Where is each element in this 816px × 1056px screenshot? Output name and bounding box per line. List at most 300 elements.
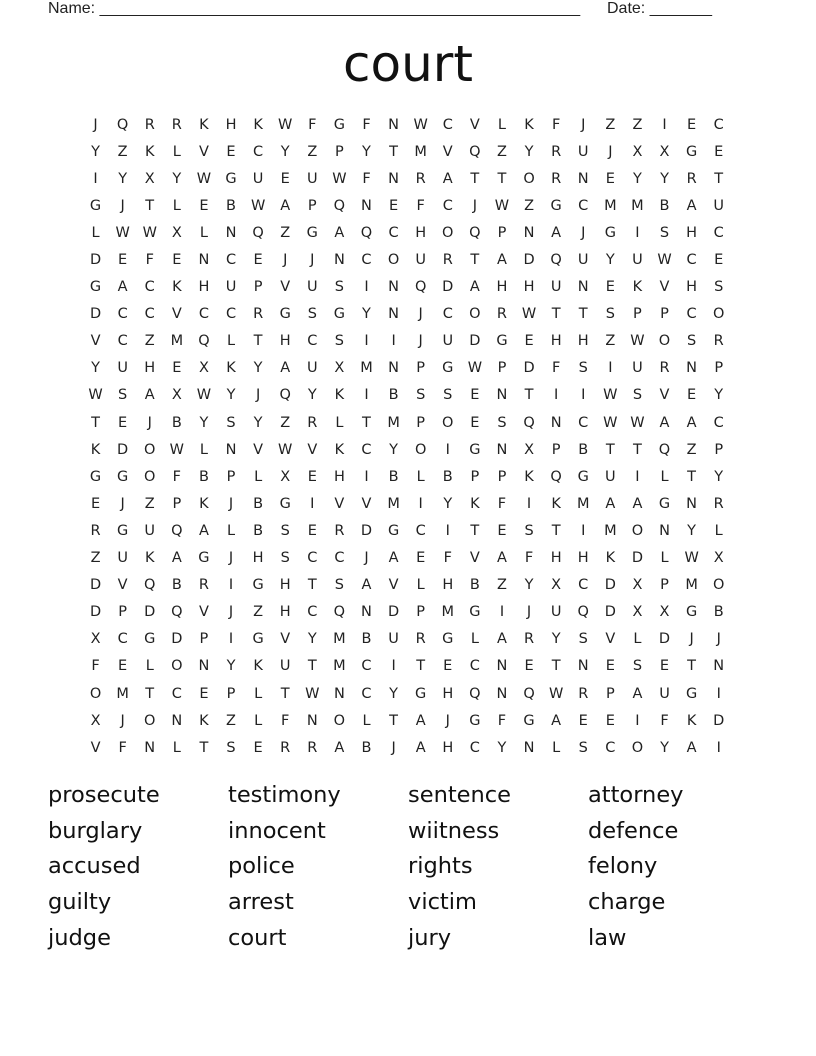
grid-letter: V bbox=[280, 631, 291, 648]
grid-letter: C bbox=[307, 604, 318, 621]
grid-letter: A bbox=[659, 414, 670, 431]
grid-letter: Y bbox=[389, 685, 398, 702]
grid-letter: H bbox=[442, 739, 454, 756]
grid-letter: V bbox=[388, 577, 399, 594]
grid-letter: S bbox=[307, 306, 317, 323]
grid-letter: Q bbox=[469, 224, 481, 241]
grid-letter: F bbox=[362, 116, 371, 133]
grid-letter: J bbox=[581, 116, 586, 133]
grid-letter: Y bbox=[91, 143, 100, 160]
grid-letter: W bbox=[169, 441, 184, 458]
grid-letter: S bbox=[226, 739, 236, 756]
grid-letter: N bbox=[171, 712, 183, 729]
grid-letter: Z bbox=[496, 143, 507, 160]
word-list-item: wiitness bbox=[408, 817, 500, 844]
grid-letter: W bbox=[250, 197, 266, 214]
grid-letter: O bbox=[442, 224, 454, 241]
grid-letter: I bbox=[445, 522, 450, 539]
word-list-item: victim bbox=[408, 889, 477, 916]
grid-letter: L bbox=[416, 468, 425, 485]
grid-letter: Q bbox=[333, 197, 346, 214]
word-list-item: police bbox=[228, 853, 295, 880]
grid-letter: K bbox=[90, 441, 101, 458]
grid-letter: K bbox=[334, 441, 345, 458]
grid-letter: Z bbox=[524, 197, 535, 214]
grid-letter: U bbox=[442, 333, 454, 350]
grid-letter: T bbox=[497, 170, 507, 187]
grid-letter: J bbox=[228, 495, 234, 512]
grid-letter: R bbox=[415, 170, 426, 187]
grid-letter: E bbox=[605, 712, 615, 729]
grid-letter: W bbox=[413, 116, 428, 133]
grid-letter: I bbox=[716, 685, 721, 702]
grid-letter: R bbox=[253, 306, 264, 323]
grid-letter: T bbox=[524, 387, 534, 404]
grid-letter: Y bbox=[118, 170, 128, 187]
grid-letter: L bbox=[172, 143, 181, 160]
grid-letter: J bbox=[716, 631, 721, 648]
grid-letter: C bbox=[442, 116, 453, 133]
grid-letter: U bbox=[550, 279, 562, 296]
grid-letter: P bbox=[307, 197, 317, 214]
grid-letter: M bbox=[170, 333, 184, 350]
grid-letter: S bbox=[118, 387, 128, 404]
grid-letter: Q bbox=[171, 604, 183, 621]
grid-letter: S bbox=[578, 631, 588, 648]
grid-letter: C bbox=[605, 739, 616, 756]
grid-letter: H bbox=[442, 577, 454, 594]
grid-letter: Q bbox=[279, 387, 291, 404]
grid-letter: V bbox=[605, 631, 616, 648]
grid-letter: F bbox=[281, 712, 290, 729]
grid-letter: W bbox=[278, 441, 293, 458]
grid-letter: G bbox=[469, 441, 481, 458]
grid-letter: J bbox=[391, 739, 396, 756]
grid-letter: G bbox=[415, 685, 427, 702]
grid-letter: P bbox=[551, 441, 561, 458]
grid-letter: G bbox=[198, 550, 210, 567]
grid-letter: N bbox=[550, 414, 562, 431]
grid-letter: X bbox=[334, 360, 345, 377]
grid-letter: L bbox=[172, 197, 181, 214]
word-list-item: sentence bbox=[408, 782, 511, 808]
grid-letter: P bbox=[118, 604, 128, 621]
grid-letter: A bbox=[415, 739, 426, 756]
grid-letter: H bbox=[198, 279, 210, 296]
grid-letter: Y bbox=[362, 306, 371, 323]
grid-letter: L bbox=[172, 739, 181, 756]
grid-letter: L bbox=[660, 550, 669, 567]
grid-letter: O bbox=[442, 414, 454, 431]
grid-letter: Z bbox=[686, 441, 697, 458]
grid-letter: V bbox=[307, 441, 318, 458]
grid-letter: Y bbox=[362, 143, 371, 160]
word-list-item: felony bbox=[588, 853, 658, 880]
grid-letter: H bbox=[225, 116, 237, 133]
grid-letter: Q bbox=[523, 414, 535, 431]
grid-letter: S bbox=[632, 387, 643, 404]
grid-letter: C bbox=[307, 333, 318, 350]
grid-letter: D bbox=[89, 577, 102, 594]
word-list-item: attorney bbox=[588, 782, 684, 808]
grid-letter: C bbox=[253, 143, 264, 160]
grid-letter: N bbox=[333, 685, 345, 702]
grid-letter: N bbox=[577, 170, 589, 187]
grid-letter: D bbox=[360, 522, 373, 539]
grid-letter: A bbox=[605, 495, 616, 512]
grid-letter: Y bbox=[307, 387, 317, 404]
grid-letter: C bbox=[117, 306, 128, 323]
grid-letter: N bbox=[361, 604, 372, 621]
word-list-item: rights bbox=[408, 853, 473, 880]
grid-letter: S bbox=[687, 333, 697, 350]
grid-letter: F bbox=[551, 116, 561, 133]
grid-letter: A bbox=[388, 550, 399, 567]
grid-letter: G bbox=[658, 495, 671, 512]
grid-letter: N bbox=[198, 252, 210, 269]
grid-letter: J bbox=[418, 306, 423, 323]
grid-letter: T bbox=[551, 658, 561, 675]
grid-letter: S bbox=[443, 387, 453, 404]
grid-letter: A bbox=[686, 739, 697, 756]
grid-letter: Y bbox=[632, 170, 642, 187]
word-list bbox=[48, 778, 788, 956]
grid-letter: E bbox=[199, 197, 209, 214]
grid-letter: M bbox=[441, 604, 455, 621]
grid-letter: T bbox=[687, 658, 697, 675]
grid-letter: G bbox=[252, 577, 264, 594]
grid-letter: H bbox=[415, 224, 427, 241]
grid-letter: E bbox=[118, 658, 128, 675]
grid-letter: E bbox=[605, 170, 615, 187]
grid-letter: J bbox=[120, 197, 125, 214]
grid-letter: V bbox=[90, 333, 101, 350]
header-fields bbox=[48, 0, 768, 21]
grid-letter: U bbox=[632, 252, 643, 269]
grid-letter: Q bbox=[523, 685, 535, 702]
grid-letter: T bbox=[307, 658, 317, 675]
grid-letter: L bbox=[226, 522, 236, 539]
grid-letter: C bbox=[144, 306, 155, 323]
grid-letter: E bbox=[605, 279, 615, 296]
grid-letter: E bbox=[253, 739, 263, 756]
grid-letter: V bbox=[253, 441, 264, 458]
grid-letter: F bbox=[497, 495, 507, 512]
grid-letter: W bbox=[142, 224, 157, 241]
grid-letter: U bbox=[225, 279, 237, 296]
grid-letter: R bbox=[415, 631, 426, 648]
grid-letter: N bbox=[713, 658, 725, 675]
grid-letter: C bbox=[713, 116, 724, 133]
grid-letter: K bbox=[172, 279, 182, 296]
grid-letter: Y bbox=[551, 631, 561, 648]
grid-letter: M bbox=[387, 495, 400, 512]
grid-letter: K bbox=[144, 550, 155, 567]
grid-letter: G bbox=[442, 631, 454, 648]
grid-letter: J bbox=[283, 252, 288, 269]
grid-letter: T bbox=[551, 306, 561, 323]
grid-letter: W bbox=[603, 414, 618, 431]
grid-letter: P bbox=[226, 468, 236, 485]
grid-letter: T bbox=[389, 143, 398, 160]
grid-letter: E bbox=[253, 252, 263, 269]
grid-letter: P bbox=[335, 143, 344, 160]
grid-letter: C bbox=[442, 306, 453, 323]
grid-letter: K bbox=[253, 116, 263, 133]
grid-letter: R bbox=[713, 495, 724, 512]
grid-letter: R bbox=[713, 333, 724, 350]
grid-letter: I bbox=[635, 712, 640, 729]
grid-letter: O bbox=[523, 170, 535, 187]
grid-letter: G bbox=[442, 360, 454, 377]
grid-letter: E bbox=[687, 387, 697, 404]
word-list-item: judge bbox=[48, 924, 111, 951]
grid-letter: Q bbox=[198, 333, 210, 350]
grid-letter: B bbox=[469, 577, 480, 594]
grid-letter: C bbox=[469, 658, 480, 675]
grid-letter: S bbox=[659, 224, 670, 241]
grid-letter: C bbox=[578, 414, 589, 431]
grid-letter: Q bbox=[550, 252, 562, 269]
grid-letter: G bbox=[333, 306, 346, 323]
grid-letter: E bbox=[90, 495, 101, 512]
grid-letter: Q bbox=[658, 441, 671, 458]
grid-letter: B bbox=[226, 197, 236, 214]
grid-letter: L bbox=[633, 631, 642, 648]
grid-letter: N bbox=[144, 739, 156, 756]
grid-letter: R bbox=[307, 739, 318, 756]
grid-letter: O bbox=[144, 441, 156, 458]
grid-letter: F bbox=[308, 116, 317, 133]
grid-letter: H bbox=[442, 685, 454, 702]
grid-letter: G bbox=[89, 468, 102, 485]
grid-letter: W bbox=[548, 685, 564, 702]
grid-letter: A bbox=[415, 712, 426, 729]
grid-letter: T bbox=[199, 739, 209, 756]
grid-letter: S bbox=[714, 279, 724, 296]
grid-letter: L bbox=[254, 685, 263, 702]
grid-letter: L bbox=[335, 414, 344, 431]
grid-letter: H bbox=[523, 279, 535, 296]
grid-letter: N bbox=[388, 360, 399, 377]
grid-letter: A bbox=[686, 197, 697, 214]
grid-letter: F bbox=[524, 550, 534, 567]
grid-letter: K bbox=[226, 360, 236, 377]
grid-letter: H bbox=[550, 550, 562, 567]
grid-letter: S bbox=[334, 577, 344, 594]
grid-letter: Z bbox=[605, 333, 616, 350]
grid-letter: A bbox=[280, 197, 291, 214]
grid-letter: Y bbox=[253, 414, 263, 431]
grid-letter: B bbox=[388, 468, 399, 485]
grid-letter: C bbox=[361, 658, 372, 675]
grid-letter: E bbox=[714, 143, 724, 160]
grid-letter: F bbox=[362, 170, 371, 187]
grid-letter: D bbox=[523, 252, 535, 269]
grid-letter: U bbox=[306, 279, 318, 296]
grid-letter: X bbox=[524, 441, 535, 458]
grid-letter: E bbox=[714, 252, 724, 269]
grid-letter: T bbox=[389, 712, 398, 729]
grid-letter: S bbox=[334, 279, 344, 296]
grid-letter: C bbox=[388, 224, 399, 241]
grid-letter: C bbox=[578, 577, 589, 594]
grid-letter: O bbox=[414, 441, 427, 458]
grid-letter: E bbox=[280, 170, 290, 187]
word-list-item: jury bbox=[408, 924, 452, 951]
grid-letter: J bbox=[93, 116, 98, 133]
grid-letter: A bbox=[334, 224, 345, 241]
grid-letter: E bbox=[497, 522, 507, 539]
grid-letter: W bbox=[494, 197, 510, 214]
grid-letter: J bbox=[120, 712, 125, 729]
grid-letter: H bbox=[144, 360, 156, 377]
grid-letter: E bbox=[605, 658, 615, 675]
grid-letter: G bbox=[333, 116, 346, 133]
grid-letter: P bbox=[172, 495, 182, 512]
word-list-item: court bbox=[228, 924, 287, 951]
grid-letter: W bbox=[196, 387, 212, 404]
grid-letter: A bbox=[632, 495, 643, 512]
grid-letter: U bbox=[388, 631, 399, 648]
grid-letter: T bbox=[551, 522, 561, 539]
grid-letter: J bbox=[228, 604, 234, 621]
grid-letter: S bbox=[605, 306, 615, 323]
name-line: ______________________________________________________ bbox=[99, 0, 581, 17]
grid-letter: F bbox=[660, 712, 669, 729]
word-list-item: accused bbox=[48, 853, 141, 880]
grid-letter: K bbox=[199, 712, 209, 729]
grid-letter: B bbox=[442, 468, 453, 485]
grid-letter: F bbox=[551, 360, 561, 377]
grid-letter: H bbox=[279, 604, 291, 621]
grid-letter: H bbox=[333, 468, 345, 485]
grid-letter: G bbox=[279, 495, 291, 512]
grid-letter: I bbox=[581, 387, 586, 404]
word-list-item: law bbox=[588, 924, 627, 951]
grid-letter: G bbox=[387, 522, 400, 539]
grid-letter: V bbox=[280, 279, 291, 296]
grid-letter: Y bbox=[497, 739, 507, 756]
grid-letter: N bbox=[333, 252, 345, 269]
grid-letter: T bbox=[145, 685, 155, 702]
grid-letter: X bbox=[198, 360, 209, 377]
grid-letter: B bbox=[253, 495, 264, 512]
grid-letter: U bbox=[415, 252, 426, 269]
grid-letter: W bbox=[521, 306, 537, 323]
grid-letter: Y bbox=[714, 468, 724, 485]
grid-letter: J bbox=[581, 224, 586, 241]
grid-letter: Y bbox=[226, 387, 236, 404]
grid-letter: J bbox=[689, 631, 694, 648]
grid-letter: N bbox=[388, 116, 399, 133]
grid-letter: B bbox=[253, 522, 264, 539]
grid-letter: E bbox=[470, 414, 480, 431]
grid-letter: V bbox=[469, 116, 480, 133]
grid-letter: U bbox=[605, 468, 616, 485]
grid-letter: Q bbox=[469, 143, 481, 160]
word-list-item: testimony bbox=[228, 782, 341, 808]
grid-letter: V bbox=[334, 495, 345, 512]
grid-letter: A bbox=[496, 252, 507, 269]
date-label: Date: bbox=[607, 0, 646, 17]
grid-letter: L bbox=[660, 468, 669, 485]
grid-letter: H bbox=[686, 279, 698, 296]
grid-letter: K bbox=[524, 468, 534, 485]
grid-letter: N bbox=[388, 170, 399, 187]
grid-letter: Y bbox=[91, 360, 100, 377]
grid-letter: T bbox=[470, 522, 480, 539]
grid-letter: B bbox=[198, 468, 209, 485]
grid-letter: I bbox=[635, 468, 640, 485]
grid-letter: Q bbox=[333, 604, 346, 621]
grid-letter: L bbox=[416, 577, 425, 594]
grid-letter: P bbox=[714, 360, 724, 377]
grid-letter: E bbox=[443, 658, 453, 675]
grid-letter: D bbox=[631, 550, 643, 567]
grid-letter: F bbox=[118, 739, 127, 756]
grid-letter: X bbox=[551, 577, 562, 594]
grid-letter: R bbox=[90, 522, 101, 539]
grid-letter: P bbox=[497, 468, 507, 485]
grid-letter: I bbox=[716, 739, 721, 756]
grid-letter: L bbox=[254, 712, 263, 729]
grid-letter: I bbox=[310, 495, 315, 512]
grid-letter: Y bbox=[660, 739, 669, 756]
grid-letter: Y bbox=[605, 252, 615, 269]
grid-letter: D bbox=[171, 631, 183, 648]
grid-letter: M bbox=[333, 631, 346, 648]
grid-letter: N bbox=[496, 658, 508, 675]
grid-letter: L bbox=[552, 739, 561, 756]
grid-letter: P bbox=[199, 631, 209, 648]
grid-letter: I bbox=[364, 387, 369, 404]
grid-letter: K bbox=[199, 116, 209, 133]
grid-letter: U bbox=[117, 360, 128, 377]
grid-letter: A bbox=[117, 279, 128, 296]
grid-letter: D bbox=[523, 360, 535, 377]
grid-letter: P bbox=[633, 306, 642, 323]
grid-letter: G bbox=[685, 685, 698, 702]
grid-letter: U bbox=[306, 170, 318, 187]
grid-letter: T bbox=[470, 170, 480, 187]
grid-letter: D bbox=[89, 252, 102, 269]
word-list-item: innocent bbox=[228, 817, 326, 844]
grid-letter: J bbox=[364, 550, 369, 567]
grid-letter: G bbox=[225, 170, 237, 187]
grid-letter: Z bbox=[605, 116, 616, 133]
grid-letter: I bbox=[445, 441, 450, 458]
grid-letter: K bbox=[334, 387, 345, 404]
grid-letter: B bbox=[388, 387, 399, 404]
grid-letter: Y bbox=[199, 414, 209, 431]
grid-letter: C bbox=[415, 522, 426, 539]
grid-letter: U bbox=[659, 685, 670, 702]
grid-letter: M bbox=[631, 197, 644, 214]
grid-letter: O bbox=[712, 577, 725, 594]
grid-letter: C bbox=[334, 550, 345, 567]
grid-letter: N bbox=[225, 441, 237, 458]
grid-letter: R bbox=[171, 116, 182, 133]
grid-letter: N bbox=[577, 658, 589, 675]
grid-letter: Y bbox=[226, 658, 236, 675]
grid-letter: R bbox=[144, 116, 155, 133]
grid-letter: T bbox=[145, 197, 155, 214]
grid-letter: M bbox=[116, 685, 129, 702]
grid-letter: G bbox=[604, 224, 616, 241]
grid-letter: W bbox=[657, 252, 672, 269]
grid-letter: A bbox=[198, 522, 209, 539]
